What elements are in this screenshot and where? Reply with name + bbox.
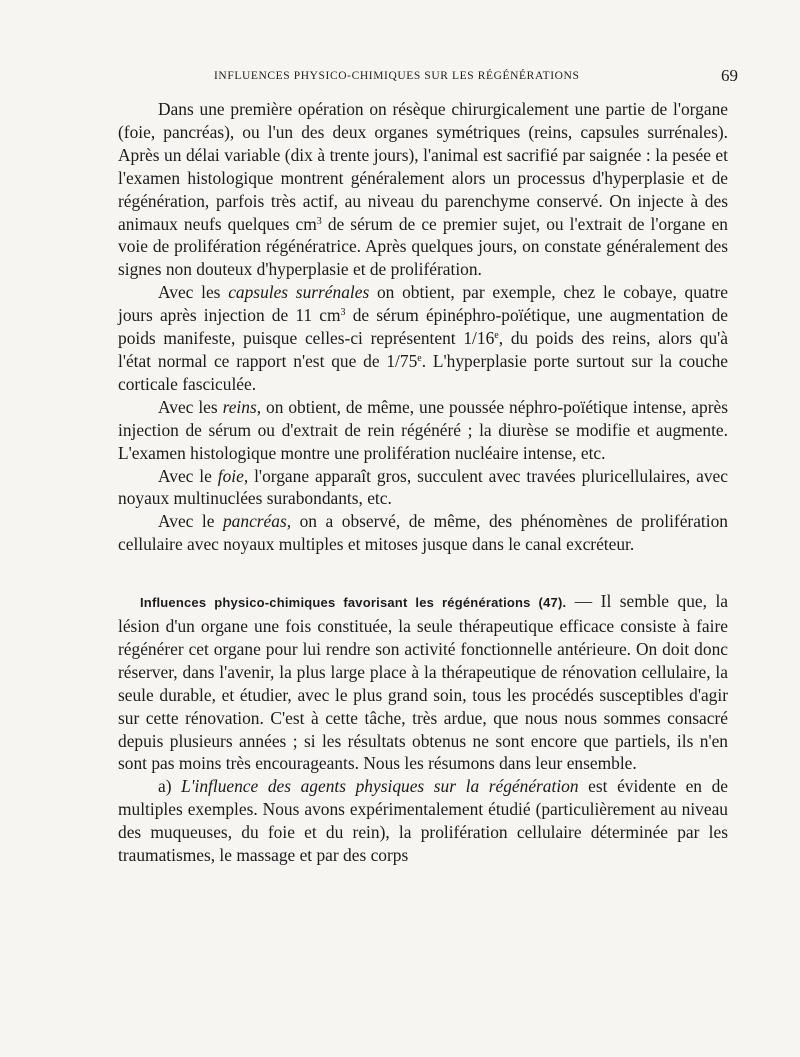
italic-term: reins [222,396,257,417]
superscript: e [417,352,422,364]
paragraph [118,281,728,396]
page-number: 69 [721,66,738,85]
superscript: 3 [340,307,346,319]
text-run: Dans une première opération on résèque chirurgicalement une partie de l'organe (foie, pancréas), ou l'un des deux organes symétriques (reins, capsules surrénales). Après un délai variable (dix à trente jours), l'animal est sacrifié par saignée : la pesée et l'examen histologique montrent généralement alors un processus d'hyperplasie et de régénération, parfois très actif, au niveau du parenchyme conservé. On injecte à des animaux neufs quelques cm [118,99,728,234]
text-run: est évidente en de multiples exemples. Nous avons expérimentalement étudié (particulièrement au niveau des muqueuses, du foie et du rein), la prolifération cellulaire déterminée par les traumatismes, le massage et par des corps [118,776,728,866]
text-run: , on a observé, de même, des phénomènes de prolifération cellulaire avec noyaux multiples et mitoses jusque dans le canal excréteur. [118,511,728,555]
text-run: Avec les [158,282,229,303]
text-run: Avec le [158,511,223,532]
list-marker: a) [158,776,182,797]
paragraph [118,510,728,556]
text-run: . L'hyperplasie porte surtout sur la couche corticale fasciculée. [118,350,728,394]
superscript: 3 [316,215,322,227]
text-run: — Il semble que, la lésion d'un organe une fois constituée, la seule thérapeutique efficace consiste à faire régénérer cet organe pour lui rendre son activité fonctionnelle antérieure. On doit donc réserver, dans l'avenir, la plus large place à la thérapeutique de rénovation cellulaire, la seule durable, et étudier, avec le plus grand soin, tous les procédés susceptibles d'agir sur cette rénovation. C'est à cette tâche, très ardue, que nous nous sommes consacré depuis plusieurs années ; si les résultats obtenus ne sont encore que partiels, ils n'en sont pas moins très encourageants. Nous les résumons dans leur ensemble. [118,591,728,774]
text-run: , l'organe apparaît gros, succulent avec travées pluricellulaires, avec noyaux multinuclées surabondants, etc. [118,465,728,509]
text-run: de sérum de ce premier sujet, ou l'extrait de l'organe en voie de prolifération régénératrice. Après quelques jours, on constate généralement des signes non douteux d'hyperplasie et de prolifération. [118,213,728,280]
superscript: e [494,330,499,342]
text-run: de sérum épinéphro-poïétique, une augmentation de poids manifeste, puisque celles-ci représentent 1/16 [118,305,728,349]
italic-term: L'influence des agents physiques sur la régénération [181,776,579,797]
paragraph [118,775,728,867]
text-run: , on obtient, de même, une poussée néphro-poïétique intense, après injection de sérum ou d'extrait de rein régénéré ; la diurèse se modifie et augmente. L'examen histologique montre une prolifération nucléaire intense, etc. [118,396,728,463]
section-paragraph [118,590,728,775]
body-text [118,98,728,867]
text-run: Avec le [158,465,218,486]
italic-term: capsules surrénales [228,282,370,303]
paragraph [118,98,728,281]
italic-term: foie [217,465,244,486]
text-run: Avec les [158,396,223,417]
running-title: INFLUENCES PHYSICO-CHIMIQUES SUR LES RÉGÉNÉRATIONS [214,70,580,82]
page-header [118,66,738,90]
italic-term: pancréas [222,511,287,532]
text-run: on obtient, par exemple, chez le cobaye, quatre jours après injection de 11 cm [118,282,728,326]
text-run: , du poids des reins, alors qu'à l'état normal ce rapport n'est que de 1/75 [118,328,728,371]
section-heading: Influences physico-chimiques favorisant les régénérations (47). [140,595,567,611]
paragraph [118,465,728,511]
paragraph [118,396,728,465]
